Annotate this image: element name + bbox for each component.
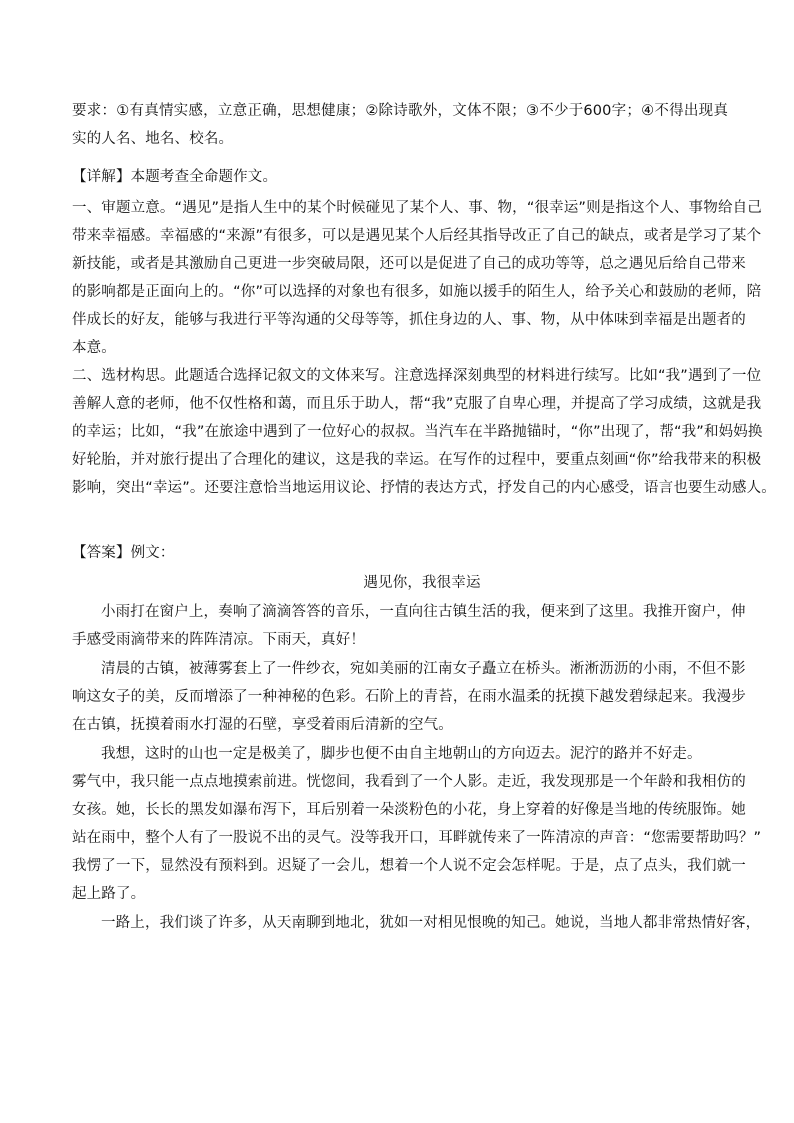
essay-paragraph-2-line-2: 响这女子的美，反而增添了一种神秘的色彩。石阶上的青苔，在雨水温柔的抚摸下越发碧绿起来。我漫步: [72, 689, 746, 705]
essay-paragraph-4-line-3: 站在雨中，整个人有了一股说不出的灵气。没等我开口，耳畔就传来了一阵清凉的声音：“您需要帮助吗？”: [72, 830, 762, 846]
essay-paragraph-4-line-4: 我愣了一下，显然没有预料到。迟疑了一会儿，想着一个人说不定会怎样呢。于是，点了点头，我们就一: [72, 858, 746, 874]
essay-paragraph-3-line-1: 我想，这时的山也一定是极美了，脚步也便不由自主地朝山的方向迈去。泥泞的路并不好走。: [101, 746, 702, 762]
analysis-paragraph-1-line-2: 带来幸福感。幸福感的“来源”有很多，可以是遇见某个人后经其指导改正了自己的缺点，或者是学习了某个: [72, 228, 762, 244]
analysis-paragraph-2-line-5: 影响，突出“幸运”。还要注意恰当地运用议论、抒情的表达方式，抒发自己的内心感受，语言也要生动感人。: [72, 480, 776, 496]
essay-paragraph-4-line-2: 女孩。她，长长的黑发如瀑布泻下，耳后别着一朵淡粉色的小花，身上穿着的好像是当地的传统服饰。她: [72, 802, 746, 818]
requirements-line-1: 要求：①有真情实感，立意正确，思想健康；②除诗歌外，文体不限；③不少于600字；④不得出现真: [72, 103, 728, 119]
essay-paragraph-1-line-1: 小雨打在窗户上，奏响了滴滴答答的音乐，一直向往古镇生活的我，便来到了这里。我推开窗户，伸: [101, 604, 746, 620]
requirements-line-2: 实的人名、地名、校名。: [72, 131, 234, 147]
analysis-paragraph-2-line-2: 善解人意的老师，他不仅性格和蔼，而且乐于助人，帮“我”克服了自卑心理，并提高了学习成绩，这就是我: [72, 396, 762, 412]
answer-heading: 【答案】例文：: [72, 545, 175, 561]
essay-paragraph-4-line-5: 起上路了。: [72, 886, 146, 902]
essay-paragraph-2-line-1: 清晨的古镇，被薄雾套上了一件纱衣，宛如美丽的江南女子矗立在桥头。淅淅沥沥的小雨，不但不影: [101, 661, 746, 677]
essay-paragraph-2-line-3: 在古镇，抚摸着雨水打湿的石壁，享受着雨后清新的空气。: [72, 717, 453, 733]
essay-title: 遇见你，我很幸运: [363, 575, 481, 591]
analysis-paragraph-1-line-6: 本意。: [72, 340, 116, 356]
analysis-paragraph-1-line-5: 伴成长的好友，能够与我进行平等沟通的父母等等，抓住身边的人、事、物，从中体味到幸福是出题者的: [72, 312, 746, 328]
analysis-paragraph-2-line-3: 的幸运；比如，“我”在旅途中遇到了一位好心的叔叔。当汽车在半路抛锚时，“你”出现了，帮“我”和妈妈换: [72, 424, 763, 440]
essay-paragraph-4-line-1: 雾气中，我只能一点点地摸索前进。恍惚间，我看到了一个人影。走近，我发现那是一个年龄和我相仿的: [72, 774, 746, 790]
analysis-paragraph-1-line-3: 新技能，或者是其激励自己更进一步突破局限，还可以是促进了自己的成功等等，总之遇见后给自己带来: [72, 256, 746, 272]
analysis-paragraph-1-line-4: 的影响都是正面向上的。“你”可以选择的对象也有很多，如施以援手的陌生人，给予关心和鼓励的老师，陪: [72, 284, 762, 300]
analysis-heading: 【详解】本题考查全命题作文。: [72, 169, 278, 185]
analysis-paragraph-2-line-4: 好轮胎，并对旅行提出了合理化的建议，这是我的幸运。在写作的过程中，要重点刻画“你”给我带来的积极: [72, 452, 762, 468]
analysis-paragraph-1-line-1: 一、审题立意。“遇见”是指人生中的某个时候碰见了某个人、事、物，“很幸运”则是指这个人、事物给自己: [72, 200, 762, 216]
essay-paragraph-1-line-2: 手感受雨滴带来的阵阵清凉。下雨天，真好！: [72, 632, 365, 648]
analysis-paragraph-2-line-1: 二、选材构思。此题适合选择记叙文的文体来写。注意选择深刻典型的材料进行续写。比如“我”遇到了一位: [72, 368, 762, 384]
essay-paragraph-5-line-1: 一路上，我们谈了许多，从天南聊到地北，犹如一对相见恨晚的知己。她说，当地人都非常热情好客，: [101, 915, 761, 931]
